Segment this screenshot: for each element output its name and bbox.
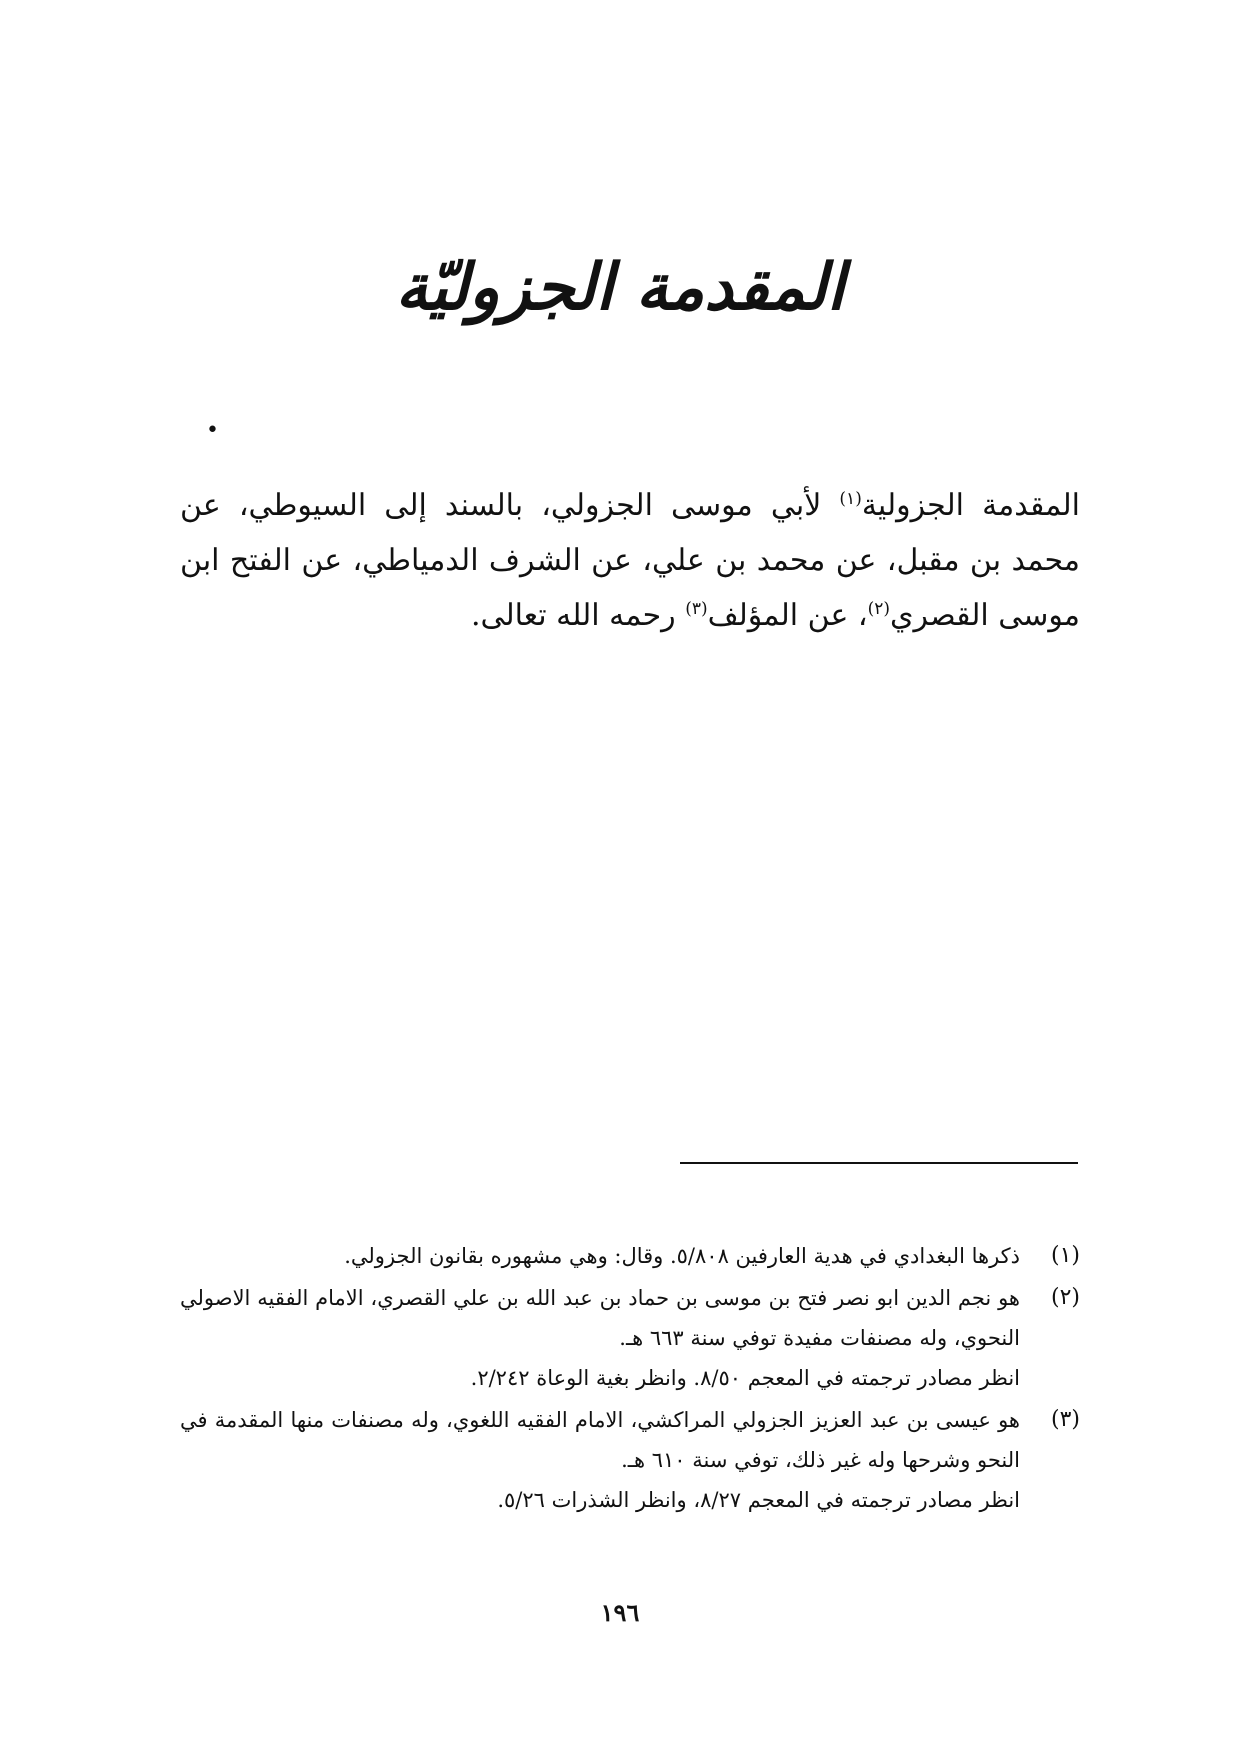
footnote-number: (٣) <box>1050 1407 1080 1432</box>
footnote-line: ذكرها البغدادي في هدية العارفين ٥/٨٠٨. وقال: وهي مشهوره بقانون الجزولي. <box>344 1244 1020 1268</box>
footnote-3 <box>180 1400 1080 1520</box>
page-number: ١٩٦ <box>600 1598 640 1627</box>
footnote-body <box>180 1278 1020 1398</box>
footnote-line: هو نجم الدين ابو نصر فتح بن موسى بن حماد بن عبد الله بن علي القصري، الامام الفقيه الاصولي النحوي، وله مصنفات مفيدة توفي سنة ٦٦٣ هـ. <box>180 1286 1020 1350</box>
footnote-number: (٢) <box>1050 1285 1080 1310</box>
footnote-line: هو عيسى بن عبد العزيز الجزولي المراكشي، الامام الفقيه اللغوي، وله مصنفات منها المقدمة في النحو وشرحها وله غير ذلك، توفي سنة ٦١٠ هـ. <box>180 1408 1020 1472</box>
footnote-ref-1: (١) <box>839 489 862 509</box>
footnote-line: انظر مصادر ترجمته في المعجم ٨/٢٧، وانظر الشذرات ٥/٢٦. <box>497 1488 1020 1512</box>
main-text-part-2: لأبي موسى الجزولي، بالسند إلى السيوطي، عن محمد بن مقبل، عن محمد بن علي، عن الشرف الدمياطي، عن الفتح ابن موسى القصري <box>180 488 1080 633</box>
footnote-ref-2: (٢) <box>867 599 891 619</box>
page-title: المقدمة الجزوليّة <box>395 250 845 325</box>
footnote-1 <box>180 1236 1080 1276</box>
main-text-part-3: ، عن المؤلف <box>707 598 868 633</box>
footnotes <box>180 1236 1080 1522</box>
main-text-part-1: المقدمة الجزولية <box>861 488 1080 523</box>
main-paragraph <box>180 478 1080 643</box>
footnote-2 <box>180 1278 1080 1398</box>
footnote-body <box>180 1400 1020 1520</box>
footnote-line: انظر مصادر ترجمته في المعجم ٨/٥٠. وانظر بغية الوعاة ٢/٢٤٢. <box>470 1366 1020 1390</box>
footnote-number: (١) <box>1050 1243 1080 1268</box>
ink-speck: • <box>206 418 219 443</box>
footnote-body <box>180 1236 1020 1276</box>
main-text-part-4: رحمه الله تعالى. <box>470 598 686 633</box>
footnote-ref-3: (٣) <box>685 599 708 619</box>
footnote-separator <box>680 1162 1078 1164</box>
